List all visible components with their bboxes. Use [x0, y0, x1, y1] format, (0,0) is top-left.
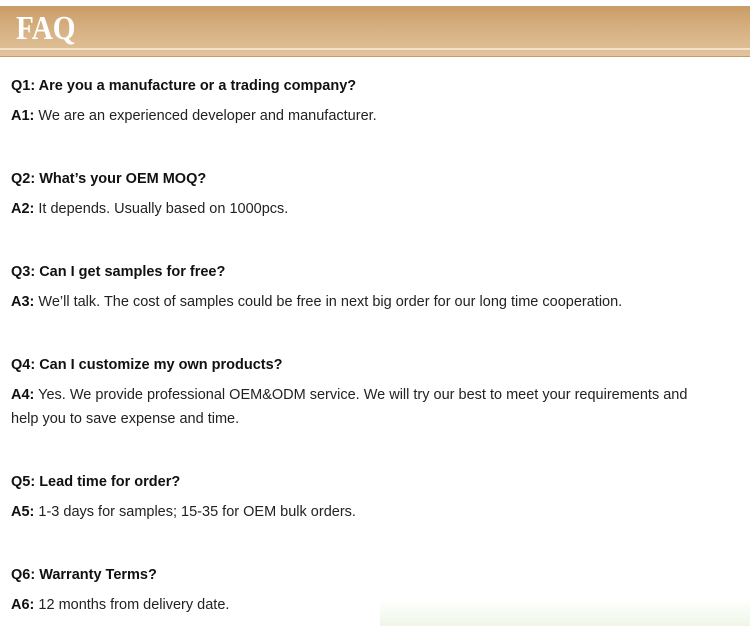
faq-question [11, 167, 741, 191]
question-text: Can I customize my own products? [39, 357, 283, 373]
page-title: FAQ [16, 10, 76, 47]
faq-question [11, 470, 741, 494]
faq-question [11, 74, 741, 98]
faq-answer [11, 383, 741, 407]
faq-banner [0, 6, 750, 57]
answer-text: We’ll talk. The cost of samples could be free in next big order for our long time cooperation. [38, 294, 623, 310]
bottom-background-tint [380, 600, 750, 626]
faq-answer [11, 290, 741, 314]
faq-answer [11, 197, 741, 221]
faq-question [11, 353, 741, 377]
answer-text: It depends. Usually based on 1000pcs. [38, 201, 289, 217]
answer-label: A2: [11, 201, 35, 217]
question-label: Q5: [11, 474, 36, 490]
answer-label: A6: [11, 597, 35, 613]
question-label: Q1: [11, 78, 36, 94]
answer-text: 1-3 days for samples; 15-35 for OEM bulk orders. [38, 504, 356, 520]
faq-question [11, 260, 741, 284]
faq-question [11, 563, 741, 587]
answer-text: We are an experienced developer and manufacturer. [38, 108, 377, 124]
answer-text-continued: help you to save expense and time. [11, 411, 240, 427]
answer-label: A4: [11, 387, 35, 403]
faq-answer [11, 500, 741, 524]
faq-answer [11, 104, 741, 128]
question-label: Q3: [11, 264, 36, 280]
question-text: Lead time for order? [39, 474, 181, 490]
question-label: Q6: [11, 567, 36, 583]
question-label: Q2: [11, 171, 36, 187]
banner-divider [0, 48, 750, 50]
answer-label: A3: [11, 294, 35, 310]
answer-label: A1: [11, 108, 35, 124]
question-text: Can I get samples for free? [39, 264, 226, 280]
question-label: Q4: [11, 357, 36, 373]
question-text: What’s your OEM MOQ? [39, 171, 207, 187]
answer-text: Yes. We provide professional OEM&ODM service. We will try our best to meet your requirements and [38, 387, 688, 403]
question-text: Warranty Terms? [39, 567, 157, 583]
answer-text: 12 months from delivery date. [38, 597, 230, 613]
question-text: Are you a manufacture or a trading company? [38, 78, 357, 94]
answer-label: A5: [11, 504, 35, 520]
